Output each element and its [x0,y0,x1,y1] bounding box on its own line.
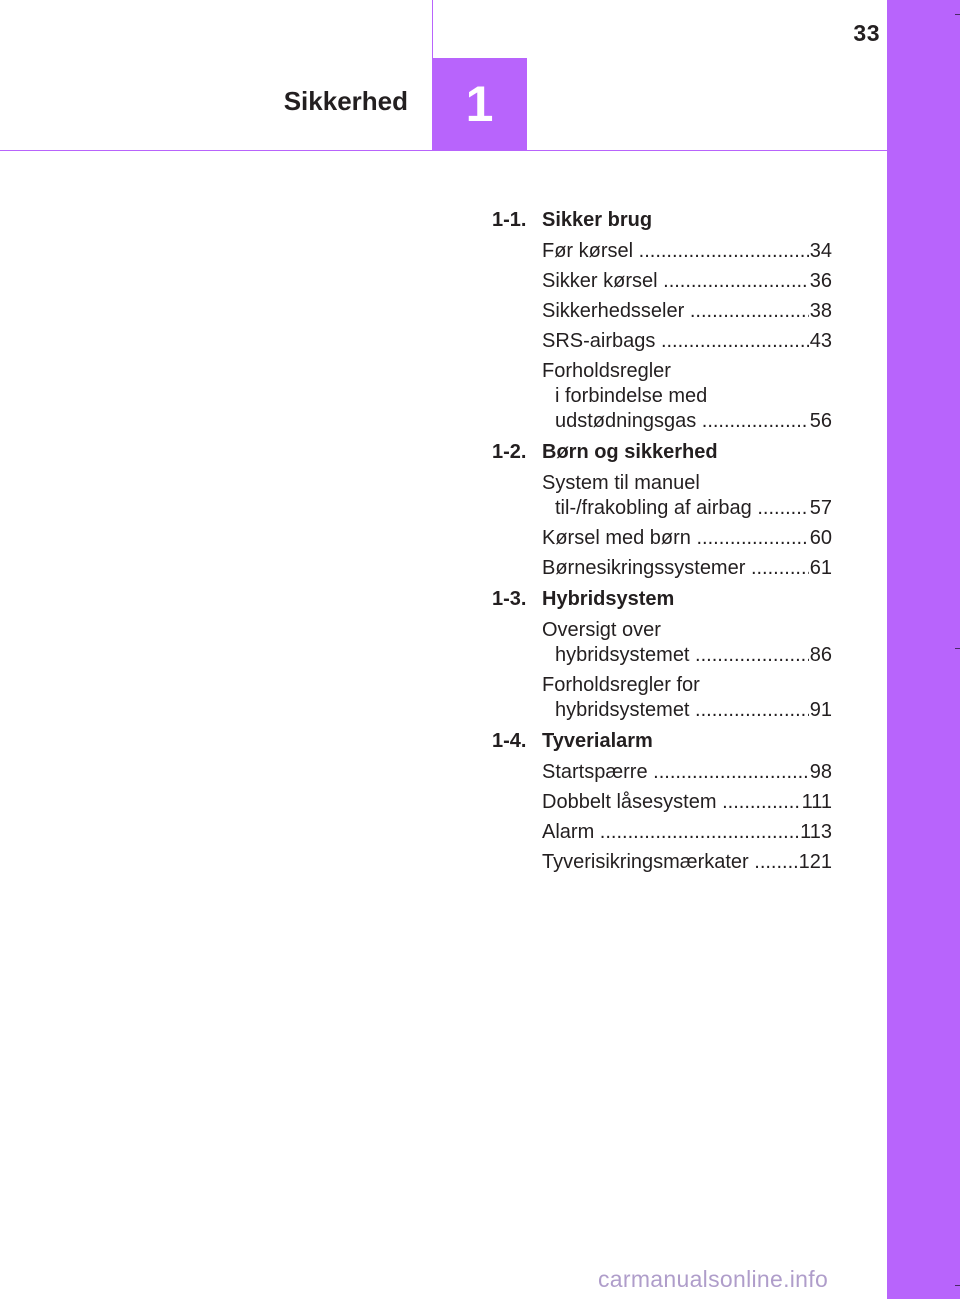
toc-entry-line: i forbindelse med [555,384,708,407]
toc-entry-line: System til manuel [542,471,700,494]
toc-entry-text [542,239,809,264]
toc-entry-line: Sikker kørsel ..... [542,269,809,294]
toc-entry-page: 86 [809,643,832,666]
toc-entry[interactable] [542,326,832,356]
toc-entry-page: 111 [801,790,832,813]
toc-entry-line: hybridsystemet ..... [542,698,809,723]
toc-entry-line: Dobbelt låsesystem ..... [542,790,801,815]
toc-entry-page: 38 [809,299,832,322]
toc-entry-text [542,556,809,581]
toc-entry-text [542,673,809,723]
toc-section [492,727,832,877]
toc-entry-page: 60 [809,526,832,549]
toc-entry-text [542,760,809,785]
toc-section-number: 1-4. [492,730,527,752]
toc-entry-line: Tyverisikringsmærkater ..... [542,850,798,875]
toc-section [492,206,832,436]
chapter-side-tab [887,0,960,1299]
toc-section [492,585,832,725]
toc-entry-line: Startspærre ..... [542,760,809,785]
toc-section [492,438,832,583]
toc-entry-line: Oversigt over [542,618,661,641]
toc-entry-page: 91 [809,698,832,721]
toc-entry-line: SRS-airbags ..... [542,329,809,354]
toc-entry-page: 113 [800,820,832,843]
header-vertical-rule [432,0,433,58]
toc-entry-text [542,471,809,521]
toc-entry-line: Alarm ..... [542,820,799,845]
toc-entry[interactable] [542,553,832,583]
toc-entry-line: Forholdsregler for [542,673,700,696]
toc-section-title: Hybridsystem [542,588,675,610]
toc-entry-line: Kørsel med børn ..... [542,526,809,551]
chapter-number-box: 1 [432,58,527,151]
toc-entry[interactable] [542,847,832,877]
edge-tick-mark [955,1285,960,1286]
toc-section-heading[interactable] [492,727,832,757]
toc-entry-text [542,820,799,845]
toc-section-number: 1-2. [492,441,527,463]
toc-entry-line: Forholdsregler [542,359,671,382]
edge-tick-mark [955,14,960,15]
toc-section-heading[interactable] [492,438,832,468]
toc-entry-text [542,526,809,551]
toc-entry-page: 121 [798,850,832,873]
watermark: carmanualsonline.info [598,1266,829,1292]
toc-entry-page: 43 [809,329,832,352]
toc-section-number: 1-1. [492,209,527,231]
toc-entry-page: 57 [809,496,832,519]
toc-section-title: Børn og sikkerhed [542,441,718,463]
toc-entry[interactable] [542,236,832,266]
toc-entry-text [542,790,801,815]
toc-entry[interactable] [542,615,832,670]
toc-entry[interactable] [542,787,832,817]
edge-tick-mark [955,648,960,649]
toc-section-title: Sikker brug [542,209,653,231]
toc-entry-line: udstødningsgas ..... [542,409,809,434]
toc-entry-page: 36 [809,269,832,292]
toc-entry[interactable] [542,757,832,787]
toc-entry-page: 34 [809,239,832,262]
toc-section-heading[interactable] [492,206,832,236]
toc-entry[interactable] [542,296,832,326]
toc-entry-line: Sikkerhedsseler ..... [542,299,809,324]
chapter-title: Sikkerhed [283,86,408,116]
toc-entry-text [542,299,809,324]
toc-section-title: Tyverialarm [542,730,653,752]
toc-entry-line: til-/frakobling af airbag ..... [542,496,809,521]
toc-entry-text [542,850,798,875]
toc-entry-line: Børnesikringssystemer ..... [542,556,809,581]
toc-entry-text [542,329,809,354]
table-of-contents [492,206,832,877]
page-number: 33 [853,20,880,46]
toc-entry-line: hybridsystemet ..... [542,643,809,668]
toc-entry-line: Før kørsel ..... [542,239,809,264]
toc-entry[interactable] [542,817,832,847]
toc-entry[interactable] [542,356,832,436]
toc-entry[interactable] [542,670,832,725]
toc-entry[interactable] [542,266,832,296]
toc-entry-text [542,359,809,434]
toc-entry-text [542,269,809,294]
toc-entry-page: 61 [809,556,832,579]
toc-entry-text [542,618,809,668]
toc-entry[interactable] [542,468,832,523]
toc-entry-page: 56 [809,409,832,432]
toc-entry[interactable] [542,523,832,553]
toc-section-heading[interactable] [492,585,832,615]
toc-entry-page: 98 [809,760,832,783]
toc-section-number: 1-3. [492,588,527,610]
